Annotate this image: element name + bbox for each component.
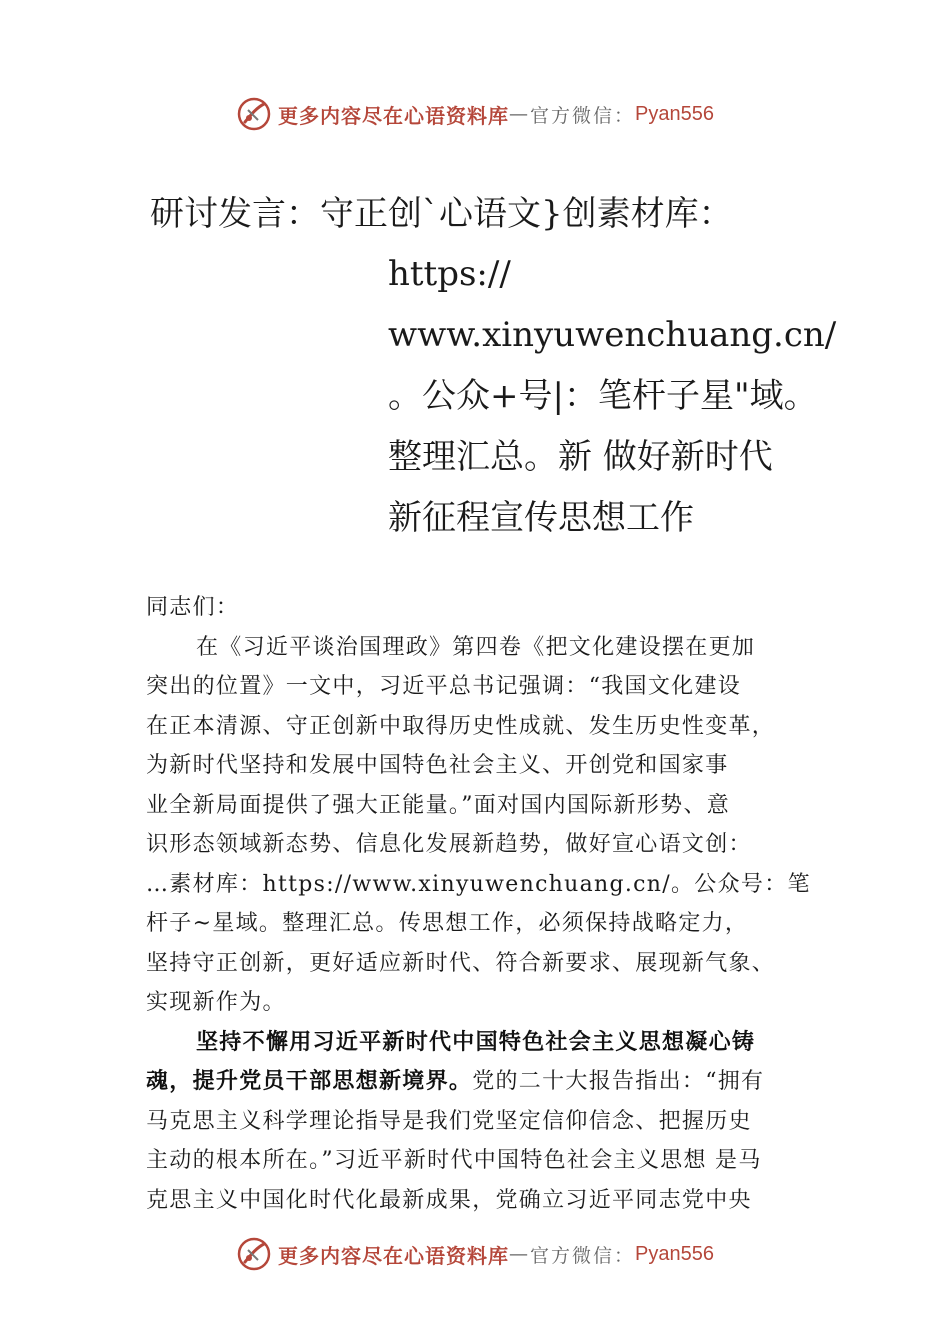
banner-wechat-label: 官方微信：: [530, 1244, 636, 1267]
banner-separator: —: [509, 103, 530, 125]
banner-separator: —: [509, 1243, 530, 1265]
banner-wechat-id: Pyan556: [635, 1242, 714, 1265]
paragraph-2-line: [146, 1062, 826, 1102]
title-line-4: 。公众+号|：笔杆子星"域。: [388, 376, 818, 416]
paragraph-2-text: 党的二十大报告指出：“拥有: [472, 1069, 765, 1094]
paragraph-1-line: 业全新局面提供了强大正能量。”面对国内国际新形势、意: [146, 792, 731, 818]
paragraph-2-heading-end: 魂，提升党员干部思想新境界。: [146, 1068, 473, 1094]
paragraph-1-line: …素材库：https://www.xinyuwenchuang.cn/。公众号：笔: [146, 871, 811, 897]
document-title-line-1: 研讨发言：守正创`心语文}创素材库：: [150, 194, 733, 234]
banner-wechat-id: Pyan556: [635, 102, 714, 125]
document-title-continuation: [388, 244, 868, 549]
banner-slogan: 更多内容尽在心语资料库: [278, 103, 509, 128]
paragraph-1-line: 识形态领域新态势、信息化发展新趋势，做好宣心语文创：: [146, 832, 752, 857]
paragraph-2-heading: 坚持不懈用习近平新时代中国特色社会主义思想凝心铸: [196, 1028, 756, 1055]
paragraph-1-line: 在《习近平谈治国理政》第四卷《把文化建设摆在更加: [196, 634, 756, 660]
paragraph-1-line: 突出的位置》一文中，习近平总书记强调：“我国文化建设: [146, 674, 742, 699]
banner-wechat-label: 官方微信：: [530, 104, 636, 127]
paragraph-1-line: 在正本清源、守正创新中取得历史性成就、发生历史性变革，: [146, 713, 776, 739]
paragraph-2-line: 主动的根本所在。”习近平新时代中国特色社会主义思想 是马: [146, 1148, 762, 1173]
title-line-3: www.xinyuwenchuang.cn/: [388, 315, 837, 355]
salutation: 同志们：: [146, 595, 240, 620]
header-banner: [0, 92, 950, 136]
footer-banner: [0, 1232, 950, 1276]
title-line-2: https://: [388, 254, 511, 294]
brush-logo-icon: [236, 1236, 272, 1272]
document-body: [146, 588, 826, 1220]
paragraph-2-line: 克思主义中国化时代化最新成果，党确立习近平同志党中央: [146, 1187, 752, 1213]
brush-logo-icon: [236, 96, 272, 132]
title-line-6: 新征程宣传思想工作: [388, 498, 694, 538]
paragraph-1-line: 杆子~星域。整理汇总。传思想工作，必须保持战略定力，: [146, 911, 749, 936]
paragraph-2-line: 马克思主义科学理论指导是我们党坚定信仰信念、把握历史: [146, 1108, 752, 1134]
paragraph-1-line: 为新时代坚持和发展中国特色社会主义、开创党和国家事: [146, 753, 729, 778]
title-line-5: 整理汇总。新 做好新时代: [388, 437, 773, 477]
paragraph-1-line: 坚持守正创新，更好适应新时代、符合新要求、展现新气象、: [146, 950, 776, 976]
paragraph-1-line: 实现新作为。: [146, 990, 286, 1015]
banner-slogan: 更多内容尽在心语资料库: [278, 1243, 509, 1268]
